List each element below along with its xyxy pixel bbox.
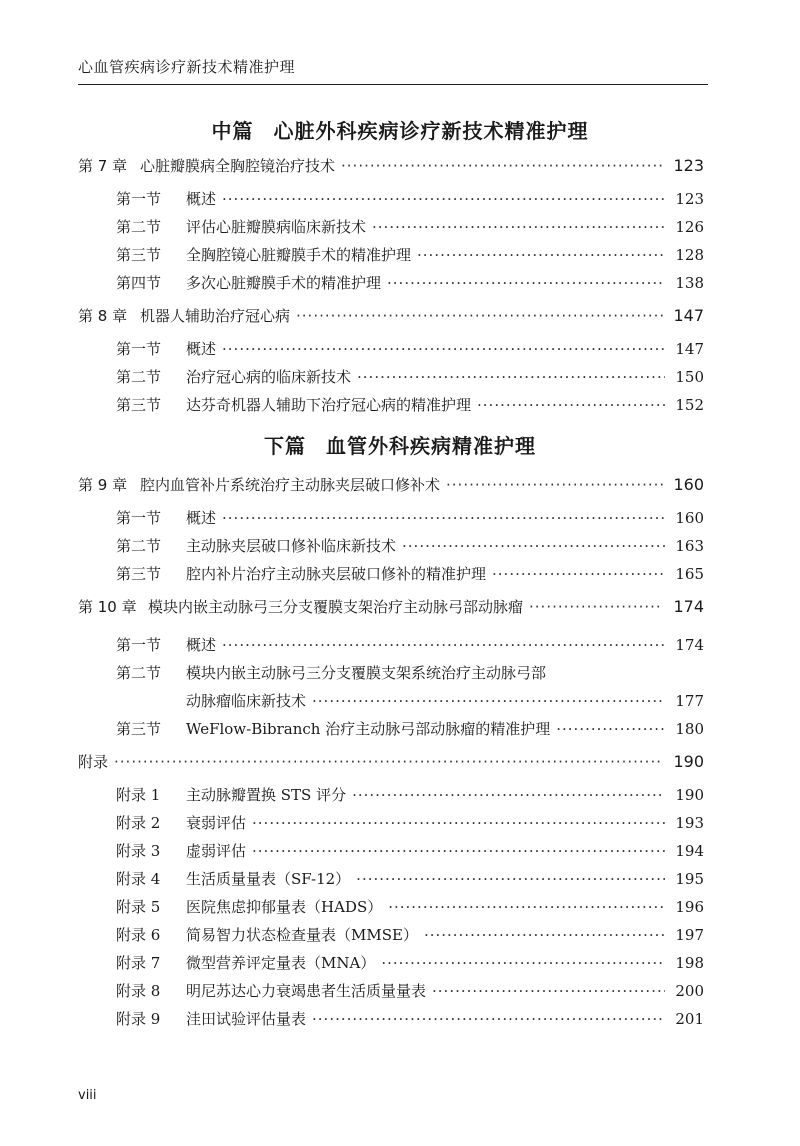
section-label: 第一节 — [116, 509, 162, 527]
dot-leader — [381, 954, 665, 972]
toc-appendix-item[interactable] — [116, 868, 704, 889]
section-title: 全胸腔镜心脏瓣膜手术的精准护理 — [186, 246, 412, 264]
section-title: 主动脉夹层破口修补临床新技术 — [186, 537, 397, 555]
appendix-item-title: 微型营养评定量表（MNA） — [186, 954, 376, 972]
page-folio: viii — [78, 1088, 97, 1103]
dot-leader — [114, 753, 663, 771]
dot-leader — [222, 636, 665, 654]
appendix-item-title: 生活质量量表（SF-12） — [186, 870, 351, 888]
toc-section-entry[interactable] — [116, 366, 704, 387]
page-number: 123 — [675, 190, 704, 208]
part-title: 心脏外科疾病诊疗新技术精准护理 — [273, 119, 589, 143]
toc-chapter-entry[interactable] — [78, 305, 704, 326]
part-heading — [0, 430, 800, 459]
dot-leader — [357, 368, 665, 386]
page-number: 190 — [675, 786, 704, 804]
toc-chapter-entry[interactable] — [78, 155, 704, 176]
dot-leader — [372, 218, 665, 236]
dot-leader — [388, 898, 665, 916]
appendix-item-title: 衰弱评估 — [186, 814, 247, 832]
appendix-item-title: 简易智力状态检查量表（MMSE） — [186, 926, 418, 944]
section-label: 第三节 — [116, 396, 162, 414]
dot-leader — [222, 509, 665, 527]
page-number: 152 — [675, 396, 704, 414]
page-number: 147 — [673, 306, 704, 325]
header-divider — [78, 84, 708, 85]
part-title: 血管外科疾病精准护理 — [326, 434, 536, 458]
appendix-item-label: 附录 9 — [116, 1010, 161, 1028]
toc-appendix-entry[interactable] — [78, 751, 704, 772]
dot-leader — [312, 692, 665, 710]
chapter-title: 模块内嵌主动脉弓三分支覆膜支架治疗主动脉弓部动脉瘤 — [148, 598, 524, 616]
appendix-item-label: 附录 4 — [116, 870, 161, 888]
section-title: 治疗冠心病的临床新技术 — [186, 368, 352, 386]
appendix-item-label: 附录 2 — [116, 814, 161, 832]
page-number: 160 — [673, 475, 704, 494]
page-number: 195 — [675, 870, 704, 888]
page-number: 196 — [675, 898, 704, 916]
page-number: 194 — [675, 842, 704, 860]
toc-section-entry[interactable] — [116, 216, 704, 237]
page-number: 174 — [675, 636, 704, 654]
section-title: 多次心脏瓣膜手术的精准护理 — [186, 274, 382, 292]
part-label: 中篇 — [211, 119, 254, 143]
section-title: 概述 — [186, 190, 217, 208]
toc-section-entry[interactable] — [116, 244, 704, 265]
chapter-title: 腔内血管补片系统治疗主动脉夹层破口修补术 — [140, 476, 441, 494]
page-number: 174 — [673, 597, 704, 616]
section-title-continuation: 动脉瘤临床新技术 — [186, 692, 307, 710]
toc-appendix-item[interactable] — [116, 896, 704, 917]
appendix-item-label: 附录 7 — [116, 954, 161, 972]
toc-appendix-item[interactable] — [116, 980, 704, 1001]
appendix-item-title: 医院焦虑抑郁量表（HADS） — [186, 898, 383, 916]
toc-section-entry[interactable] — [116, 394, 704, 415]
part-heading — [0, 115, 800, 144]
page-number: 201 — [675, 1010, 704, 1028]
page-number: 177 — [675, 692, 704, 710]
section-label: 第二节 — [116, 537, 162, 555]
page-number: 128 — [675, 246, 704, 264]
toc-appendix-item[interactable] — [116, 952, 704, 973]
chapter-title: 心脏瓣膜病全胸腔镜治疗技术 — [140, 157, 336, 175]
dot-leader — [387, 274, 665, 292]
section-title: 概述 — [186, 340, 217, 358]
toc-appendix-item[interactable] — [116, 812, 704, 833]
dot-leader — [556, 720, 665, 738]
section-label: 第二节 — [116, 218, 162, 236]
dot-leader — [446, 476, 663, 494]
toc-section-entry[interactable] — [116, 535, 704, 556]
dot-leader — [352, 786, 665, 804]
appendix-item-label: 附录 6 — [116, 926, 161, 944]
appendix-item-title: 洼田试验评估量表 — [186, 1010, 307, 1028]
section-title: WeFlow-Bibranch 治疗主动脉弓部动脉瘤的精准护理 — [186, 720, 551, 738]
section-title: 评估心脏瓣膜病临床新技术 — [186, 218, 367, 236]
section-label: 第三节 — [116, 565, 162, 583]
dot-leader — [252, 814, 665, 832]
toc-chapter-entry[interactable] — [78, 596, 704, 617]
section-label: 第三节 — [116, 720, 162, 738]
toc-section-entry[interactable] — [116, 338, 704, 359]
running-header: 心血管疾病诊疗新技术精准护理 — [78, 58, 296, 76]
toc-appendix-item[interactable] — [116, 924, 704, 945]
toc-section-entry[interactable] — [116, 634, 704, 655]
page-number: 126 — [675, 218, 704, 236]
chapter-label: 第 9 章 — [78, 476, 128, 494]
part-label: 下篇 — [264, 434, 306, 458]
toc-section-entry-continuation[interactable] — [186, 690, 704, 711]
page-number: 147 — [675, 340, 704, 358]
appendix-item-label: 附录 8 — [116, 982, 161, 1000]
chapter-title: 机器人辅助治疗冠心病 — [140, 307, 291, 325]
dot-leader — [252, 842, 665, 860]
page-number: 198 — [675, 954, 704, 972]
dot-leader — [296, 307, 663, 325]
appendix-item-title: 虚弱评估 — [186, 842, 247, 860]
toc-appendix-item[interactable] — [116, 784, 704, 805]
toc-section-entry[interactable] — [116, 188, 704, 209]
chapter-label: 第 7 章 — [78, 157, 128, 175]
appendix-item-label: 附录 3 — [116, 842, 161, 860]
appendix-label: 附录 — [78, 753, 109, 771]
page-number: 165 — [675, 565, 704, 583]
page-number: 193 — [675, 814, 704, 832]
dot-leader — [477, 396, 665, 414]
section-title: 概述 — [186, 636, 217, 654]
chapter-label: 第 10 章 — [78, 598, 137, 616]
section-title: 模块内嵌主动脉弓三分支覆膜支架系统治疗主动脉弓部 — [186, 664, 547, 682]
section-label: 第一节 — [116, 636, 162, 654]
page-number: 150 — [675, 368, 704, 386]
section-title: 腔内补片治疗主动脉夹层破口修补的精准护理 — [186, 565, 487, 583]
page-number: 123 — [673, 156, 704, 175]
dot-leader — [402, 537, 665, 555]
appendix-item-label: 附录 5 — [116, 898, 161, 916]
appendix-item-label: 附录 1 — [116, 786, 161, 804]
page-number: 197 — [675, 926, 704, 944]
toc-section-entry[interactable] — [116, 272, 704, 293]
page-number: 190 — [673, 752, 704, 771]
page-number: 163 — [675, 537, 704, 555]
toc-section-entry[interactable] — [116, 718, 704, 739]
section-label: 第一节 — [116, 340, 162, 358]
toc-appendix-item[interactable] — [116, 1008, 704, 1029]
toc-section-entry[interactable] — [116, 563, 704, 584]
appendix-item-title: 明尼苏达心力衰竭患者生活质量量表 — [186, 982, 427, 1000]
dot-leader — [341, 157, 663, 175]
page-number: 180 — [675, 720, 704, 738]
toc-section-entry[interactable] — [116, 507, 704, 528]
chapter-label: 第 8 章 — [78, 307, 128, 325]
dot-leader — [424, 926, 665, 944]
toc-appendix-item[interactable] — [116, 840, 704, 861]
section-title: 达芬奇机器人辅助下治疗冠心病的精准护理 — [186, 396, 472, 414]
dot-leader — [492, 565, 665, 583]
section-label: 第一节 — [116, 190, 162, 208]
page-number: 160 — [675, 509, 704, 527]
dot-leader — [432, 982, 665, 1000]
dot-leader — [356, 870, 665, 888]
section-label: 第二节 — [116, 664, 162, 682]
dot-leader — [222, 190, 665, 208]
dot-leader — [312, 1010, 665, 1028]
dot-leader — [417, 246, 665, 264]
toc-chapter-entry[interactable] — [78, 474, 704, 495]
section-label: 第三节 — [116, 246, 162, 264]
page-number: 138 — [675, 274, 704, 292]
section-title: 概述 — [186, 509, 217, 527]
toc-section-entry[interactable] — [116, 662, 704, 683]
page-number: 200 — [675, 982, 704, 1000]
section-label: 第二节 — [116, 368, 162, 386]
dot-leader — [222, 340, 665, 358]
dot-leader — [529, 598, 663, 616]
appendix-item-title: 主动脉瓣置换 STS 评分 — [186, 786, 347, 804]
section-label: 第四节 — [116, 274, 162, 292]
